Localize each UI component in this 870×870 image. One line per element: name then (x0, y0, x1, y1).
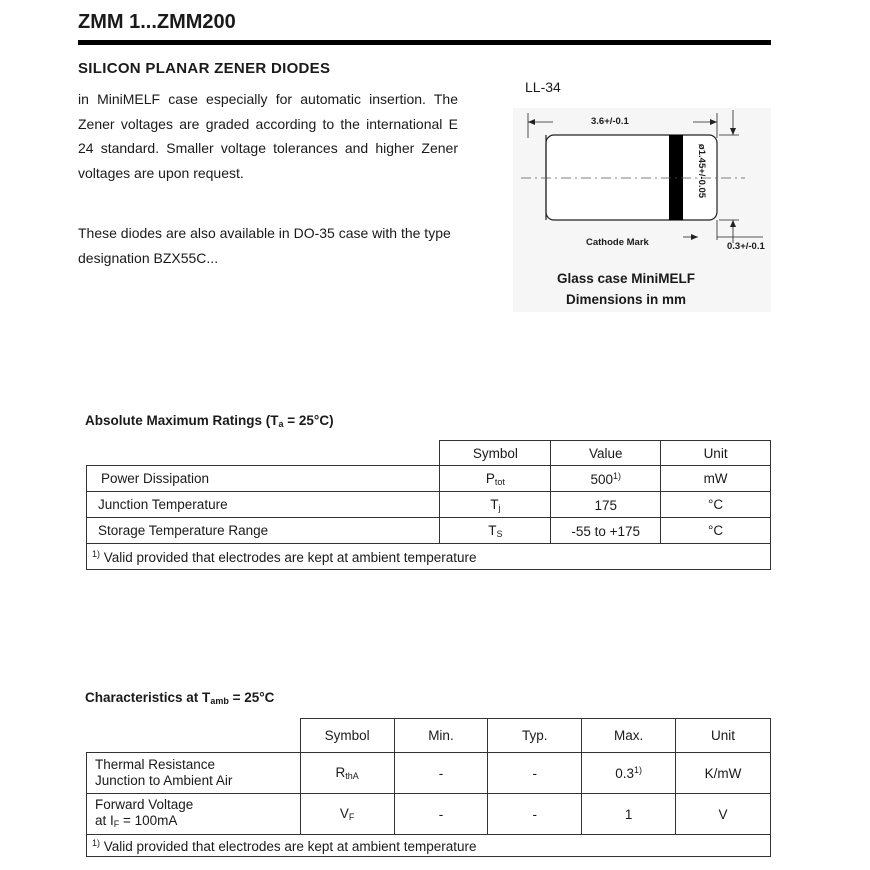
ratings-value: 500$^{1)}$ (551, 466, 661, 492)
ratings-footnote-row (87, 544, 771, 570)
ratings-header-blank (87, 441, 440, 466)
char-symbol: $R_{thA}$ (300, 753, 394, 794)
ratings-title: Absolute Maximum Ratings $(T_a = 25^\circ C)$ (85, 413, 334, 429)
document-title: ZMM 1...ZMM200 (78, 11, 236, 33)
table-row (87, 518, 771, 544)
characteristics-header-blank (87, 719, 301, 753)
char-header-unit: Unit (676, 719, 771, 753)
char-min: - (394, 794, 488, 835)
cathode-mark-label: Cathode Mark (586, 237, 649, 248)
char-symbol: $V_F$ (300, 794, 394, 835)
ratings-unit: mW (661, 466, 771, 492)
characteristics-footnote: $^{1)}$ Valid provided that electrodes are kept at ambient temperature (87, 835, 771, 857)
char-typ: - (488, 794, 582, 835)
ratings-param: Power Dissipation (87, 466, 440, 492)
ratings-value: -55 to +175 (551, 518, 661, 544)
caption-line-2: Dimensions in mm (565, 292, 687, 307)
ratings-table (86, 440, 771, 570)
char-max: 1 (582, 794, 676, 835)
char-max: 0.3$^{1)}$ (582, 753, 676, 794)
char-header-typ: Typ. (488, 719, 582, 753)
char-header-max: Max. (582, 719, 676, 753)
package-dimension-drawing (513, 108, 771, 258)
ratings-value: 175 (551, 492, 661, 518)
char-unit: V (676, 794, 771, 835)
ratings-footnote: $^{1)}$ Valid provided that electrodes are kept at ambient temperature (87, 544, 771, 570)
ratings-param: Storage Temperature Range (87, 518, 440, 544)
ratings-symbol: $T_j$ (440, 492, 551, 518)
char-header-symbol: Symbol (300, 719, 394, 753)
char-header-min: Min. (394, 719, 488, 753)
char-typ: - (488, 753, 582, 794)
end-dimension-label: 0.3+/-0.1 (727, 241, 765, 252)
ratings-symbol: $T_S$ (440, 518, 551, 544)
ratings-unit: °C (661, 492, 771, 518)
section-subtitle: SILICON PLANAR ZENER DIODES (78, 60, 331, 77)
diameter-dimension-label: ø1.45+/-0.05 (695, 143, 707, 199)
ratings-param: Junction Temperature (87, 492, 440, 518)
ratings-symbol: $P_{tot}$ (440, 466, 551, 492)
ratings-header-row (87, 441, 771, 466)
caption-line-1: Glass case MiniMELF (556, 271, 696, 286)
char-min: - (394, 753, 488, 794)
ratings-header-symbol: Symbol (440, 441, 551, 466)
table-row (87, 492, 771, 518)
table-row (87, 794, 771, 835)
title-rule (78, 40, 771, 45)
diagram-caption (513, 268, 739, 310)
package-name: LL-34 (525, 79, 561, 95)
diode-body (546, 135, 717, 220)
characteristics-header-row (87, 719, 771, 753)
ratings-unit: °C (661, 518, 771, 544)
char-param: Forward Voltage at $I_F = 100mA$ (87, 794, 301, 835)
characteristics-table (86, 718, 771, 857)
ratings-header-unit: Unit (661, 441, 771, 466)
intro-paragraph-2: These diodes are also available in DO-35 case with the type designation BZX55C... (78, 225, 451, 266)
characteristics-footnote-row (87, 835, 771, 857)
length-dimension-label: 3.6+/-0.1 (591, 116, 629, 127)
table-row (87, 466, 771, 492)
cathode-band (669, 135, 683, 220)
intro-paragraph-1: in MiniMELF case especially for automatic insertion. The Zener voltages are graded according to the international E 24 standard. Smaller voltage tolerances and higher Zener voltages are upon request. (78, 91, 458, 181)
table-row (87, 753, 771, 794)
char-param: Thermal Resistance Junction to Ambient Air (87, 753, 301, 794)
char-unit: K/mW (676, 753, 771, 794)
characteristics-title: Characteristics at $T_{amb} = 25^\circ C$ (85, 690, 275, 706)
ratings-header-value: Value (551, 441, 661, 466)
